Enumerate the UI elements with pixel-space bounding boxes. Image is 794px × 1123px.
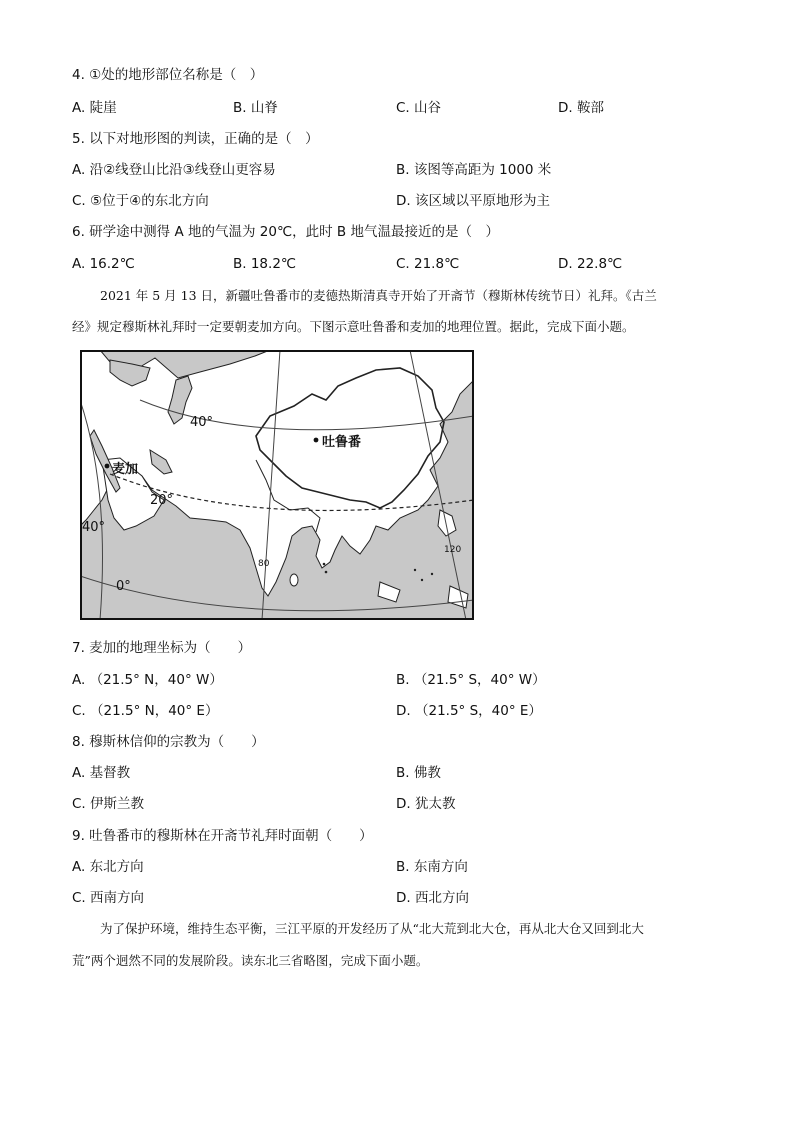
lon-80-label: 80 xyxy=(258,559,270,569)
q9-stem: 9. 吐鲁番市的穆斯林在开斋节礼拜时面朝（ ） xyxy=(72,828,373,844)
map-island xyxy=(414,569,416,571)
q8-option-a: A. 基督教 xyxy=(72,765,131,781)
map-island xyxy=(431,573,433,575)
turpan-label: 吐鲁番 xyxy=(322,435,362,450)
lat-0-label: 0° xyxy=(116,579,131,594)
q9-option-c: C. 西南方向 xyxy=(72,890,145,906)
q5-stem: 5. 以下对地形图的判读，正确的是（ ） xyxy=(72,131,319,147)
mecca-label: 麦加 xyxy=(112,462,139,477)
q6-stem: 6. 研学途中测得 A 地的气温为 20℃，此时 B 地气温最接近的是（ ） xyxy=(72,224,499,240)
lat-40-label: 40° xyxy=(190,415,214,430)
map-island xyxy=(325,571,328,574)
lon-120-label: 120 xyxy=(444,545,462,555)
q6-option-c: C. 21.8℃ xyxy=(396,256,460,272)
location-map xyxy=(80,350,474,620)
intro-paragraph-1 xyxy=(72,287,722,305)
q7-option-c: C. （21.5° N，40° E） xyxy=(72,703,219,719)
q8-option-d: D. 犹太教 xyxy=(396,796,456,812)
q8-option-b: B. 佛教 xyxy=(396,765,441,781)
q4-option-b: B. 山脊 xyxy=(233,100,278,116)
lat-20-label: 20° xyxy=(150,493,174,508)
intro-paragraph-2-line1: 为了保护环境，维持生态平衡，三江平原的开发经历了从“北大荒到北大仓，再从北大仓又回到北大 xyxy=(100,921,644,936)
q9-option-a: A. 东北方向 xyxy=(72,859,144,875)
q4-option-a: A. 陡崖 xyxy=(72,100,117,116)
q7-option-d: D. （21.5° S，40° E） xyxy=(396,703,542,719)
q9-option-b: B. 东南方向 xyxy=(396,859,468,875)
q5-option-c: C. ⑤位于④的东北方向 xyxy=(72,193,209,209)
intro-paragraph-2-cont xyxy=(72,952,722,970)
map-island xyxy=(421,579,423,581)
q9-option-d: D. 西北方向 xyxy=(396,890,469,906)
q5-option-a: A. 沿②线登山比沿③线登山更容易 xyxy=(72,162,276,178)
map-svg xyxy=(80,350,474,620)
q8-option-c: C. 伊斯兰教 xyxy=(72,796,145,812)
q5-option-d: D. 该区域以平原地形为主 xyxy=(396,193,550,209)
intro-paragraph-1-line1: 2021 年 5 月 13 日，新疆吐鲁番市的麦德热斯清真寺开始了开斋节（穆斯林传统节日）礼拜。《古兰 xyxy=(100,288,657,303)
q7-stem: 7. 麦加的地理坐标为（ ） xyxy=(72,640,252,656)
mecca-marker xyxy=(105,464,110,469)
q7-option-a: A. （21.5° N，40° W） xyxy=(72,672,223,688)
intro-paragraph-2 xyxy=(72,920,722,938)
lon-40-label: 40° xyxy=(82,520,106,535)
map-land-srilanka xyxy=(290,574,298,586)
q4-option-c: C. 山谷 xyxy=(396,100,442,116)
intro-paragraph-1-line2: 经》规定穆斯林礼拜时一定要朝麦加方向。下图示意吐鲁番和麦加的地理位置。据此，完成下面小题。 xyxy=(72,319,635,334)
q6-option-b: B. 18.2℃ xyxy=(233,256,297,272)
q7-option-b: B. （21.5° S，40° W） xyxy=(396,672,546,688)
q4-stem: 4. ①处的地形部位名称是（ ） xyxy=(72,67,264,83)
map-island xyxy=(323,563,326,566)
intro-paragraph-1-cont xyxy=(72,318,722,336)
q5-option-b: B. 该图等高距为 1000 米 xyxy=(396,162,552,178)
q6-option-a: A. 16.2℃ xyxy=(72,256,135,272)
q6-option-d: D. 22.8℃ xyxy=(558,256,623,272)
q8-stem: 8. 穆斯林信仰的宗教为（ ） xyxy=(72,734,265,750)
q4-option-d: D. 鞍部 xyxy=(558,100,604,116)
turpan-marker xyxy=(314,438,319,443)
intro-paragraph-2-line2: 荒”两个迥然不同的发展阶段。读东北三省略图，完成下面小题。 xyxy=(72,953,429,968)
